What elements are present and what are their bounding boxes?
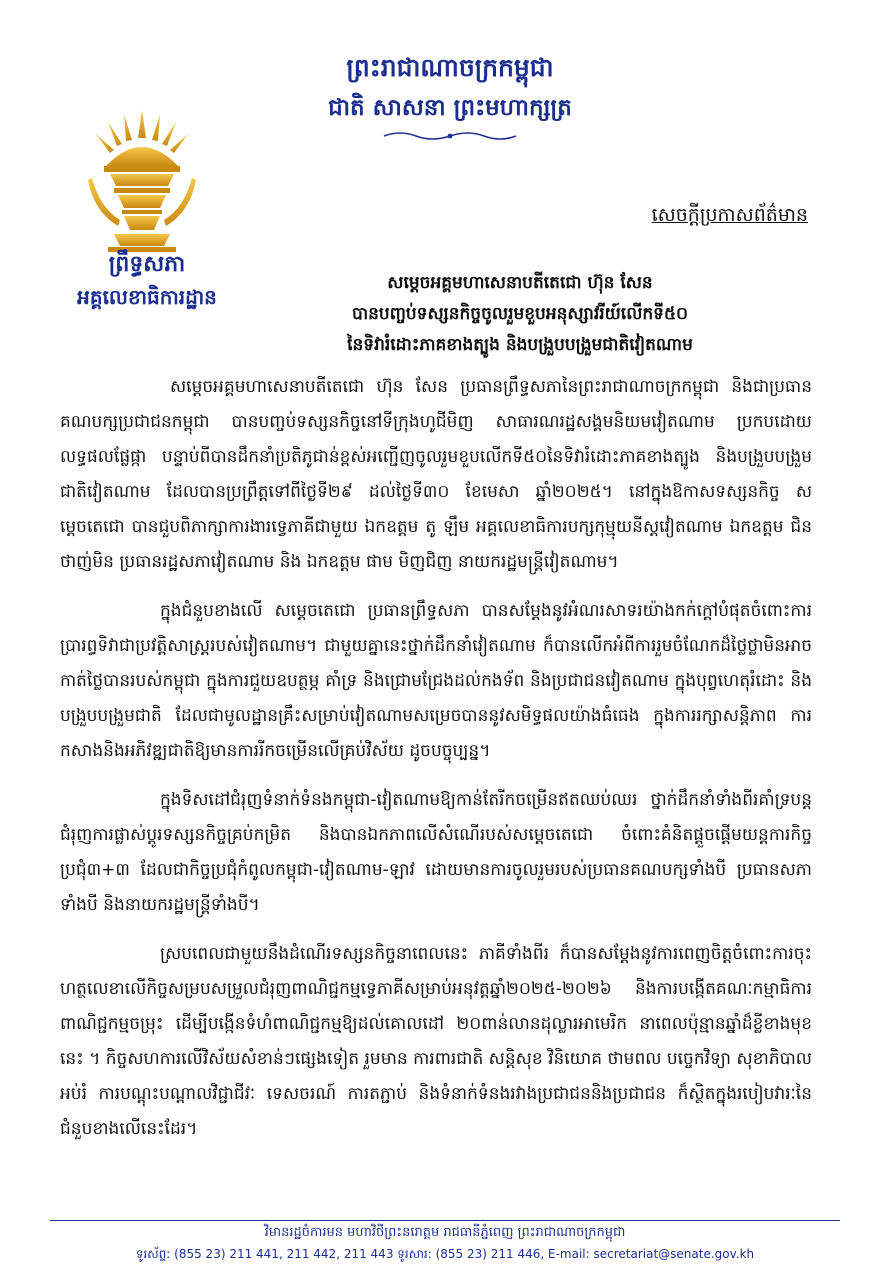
- document-type-label: សេចក្តីប្រកាសព័ត៌មាន: [651, 204, 808, 226]
- general-secretariat-name: អគ្គលេខាធិការដ្ឋាន: [77, 285, 217, 309]
- kingdom-title: ព្រះរាជាណាចក្រកម្ពុជា: [346, 53, 554, 82]
- national-motto: ជាតិ សាសនា ព្រះមហាក្សត្រ: [328, 95, 572, 121]
- body-paragraph-3: ក្នុងទិសដៅជំរុញទំនាក់ទំនងកម្ពុជា-វៀតណាមឱ្យកាន់តែរីកចម្រើនឥតឈប់ឈរ ថ្នាក់ដឹកនាំទាំងពីរគាំទ្របន្តជំរុញការផ្លាស់ប្តូរទស្សនកិច្ចគ្រប់កម្រិត និងបានឯកភាពលើសំណើរបស់សម្តេចតេជោ ចំពោះគំនិតផ្តួចផ្តើមយន្តការកិច្ចប្រជុំ៣+៣ ដែលជាកិច្ចប្រជុំកំពូលកម្ពុជា-វៀតណាម-ឡាវ ដោយមានការចូលរួមរបស់ប្រធានគណបក្សទាំងបី ប្រធានសភាទាំងបី និងនាយករដ្ឋមន្ត្រីទាំងបី។: [60, 790, 812, 915]
- body-paragraph-1: សម្តេចអគ្គមហាសេនាបតីតេជោ ហ៊ុន សែន ប្រធានព្រឹទ្ធសភានៃព្រះរាជាណាចក្រកម្ពុជា និងជាប្រធានគណបក្សប្រជាជនកម្ពុជា បានបញ្ចប់ទស្សនកិច្ចនៅទីក្រុងហូជីមិញ សាធារណរដ្ឋសង្គមនិយមវៀតណាម ប្រកបដោយលទ្ធផលផ្លែផ្កា បន្ទាប់ពីបានដឹកនាំប្រតិភូជាន់ខ្ពស់អញ្ជើញចូលរួមខួបលើកទី៥០នៃទិវារំដោះភាគខាងត្បូង និងបង្រួបបង្រួមជាតិវៀតណាម ដែលបានប្រព្រឹត្តទៅពីថ្ងៃទី២៩ ដល់ថ្ងៃទី៣០ ខែមេសា ឆ្នាំ២០២៥។ នៅក្នុងឱកាសទស្សនកិច្ច សម្តេចតេជោ បានជួបពិភាក្សាការងារទ្វេភាគីជាមួយ ឯកឧត្តម តូ ឡឹម អគ្គលេខាធិការបក្សកុម្មុយនីស្តវៀតណាម ឯកឧត្តម ជិន ថាញ់មិន ប្រធានរដ្ឋសភាវៀតណាម និង ឯកឧត្តម ផាម មិញជិញ នាយករដ្ឋមន្ត្រីវៀតណាម។: [60, 377, 812, 572]
- headline: [240, 268, 800, 361]
- senate-emblem-icon: [84, 108, 200, 253]
- body-paragraph-4: ស្របពេលជាមួយនឹងដំណើរទស្សនកិច្ចនាពេលនេះ ភាគីទាំងពីរ ក៏បានសម្តែងនូវការពេញចិត្តចំពោះការចុះហត្ថលេខាលើកិច្ចសម្របសម្រួលជំរុញពាណិជ្ជកម្មទ្វេភាគីសម្រាប់អនុវត្តឆ្នាំ២០២៥-២០២៦ និងការបង្កើតគណៈកម្មាធិការពាណិជ្ជកម្មចម្រុះ ដើម្បីបង្កើនទំហំពាណិជ្ជកម្មឱ្យដល់គោលដៅ ២០ពាន់លានដុល្លារអាមេរិក នាពេលប៉ុន្មានឆ្នាំដ៏ខ្លីខាងមុខនេះ ។ កិច្ចសហការលើវិស័យសំខាន់ៗផ្សេងទៀត រួមមាន ការពារជាតិ សន្តិសុខ វិនិយោគ ថាមពល បច្ចេកវិទ្យា សុខាភិបាល អប់រំ ការបណ្តុះបណ្តាលវិជ្ជាជីវៈ ទេសចរណ៍ ការតភ្ជាប់ និងទំនាក់ទំនងរវាងប្រជាជននិងប្រជាជន ក៏ស្ថិតក្នុងរបៀបវារៈនៃជំនួបខាងលើនេះដែរ។: [60, 944, 812, 1139]
- footer-divider: [50, 1220, 840, 1221]
- footer-address: វិមានរដ្ឋចំការមន មហាវិថីព្រះនរោត្តម រាជធានីភ្នំពេញ ព្រះរាជាណាចក្រកម្ពុជា: [264, 1225, 626, 1240]
- footer-contact: ទូរស័ព្ទ: (855 23) 211 441, 211 442, 211 443 ទូរសារ: (855 23) 211 446, E-mail: secretariat@senate.gov.kh: [135, 1247, 755, 1261]
- body-paragraph-2: ក្នុងជំនួបខាងលើ សម្តេចតេជោ ប្រធានព្រឹទ្ធសភា បានសម្តែងនូវអំណរសាទរយ៉ាងកក់ក្តៅបំផុតចំពោះការប្រារព្ធទិវាជាប្រវត្តិសាស្ត្ររបស់វៀតណាម។ ជាមួយគ្នានេះថ្នាក់ដឹកនាំវៀតណាម ក៏បានលើកអំពីការរួមចំណែកដ៏ថ្លៃថ្លាមិនអាចកាត់ថ្លៃបានរបស់កម្ពុជា ក្នុងការជួយឧបត្ថម្ភ គាំទ្រ និងជ្រោមជ្រែងដល់កងទ័ព និងប្រជាជនវៀតណាម ក្នុងបុព្វហេតុរំដោះ និងបង្រួបបង្រួមជាតិ ដែលជាមូលដ្ឋានគ្រឹះសម្រាប់វៀតណាមសម្រេចបាននូវសមិទ្ធផលយ៉ាងធំធេង ក្នុងការរក្សាសន្តិភាព ការកសាងនិងអភិវឌ្ឍជាតិឱ្យមានការរីកចម្រើនលើគ្រប់វិស័យ ដូចបច្ចុប្បន្ន។: [60, 601, 812, 761]
- senate-name: ព្រឹទ្ធសភា: [108, 252, 186, 277]
- headline-line-2: បានបញ្ចប់ទស្សនកិច្ចចូលរួមខួបអនុស្សាវរីយ៍លើកទី៥០: [351, 304, 689, 324]
- headline-line-1: សម្តេចអគ្គមហាសេនាបតីតេជោ ហ៊ុន សែន: [387, 273, 653, 293]
- press-release-body: [60, 370, 812, 1161]
- motto-ornament-icon: [380, 130, 520, 142]
- headline-line-3: នៃទិវារំដោះភាគខាងត្បូង និងបង្រួបបង្រួមជាតិវៀតណាម: [347, 335, 693, 355]
